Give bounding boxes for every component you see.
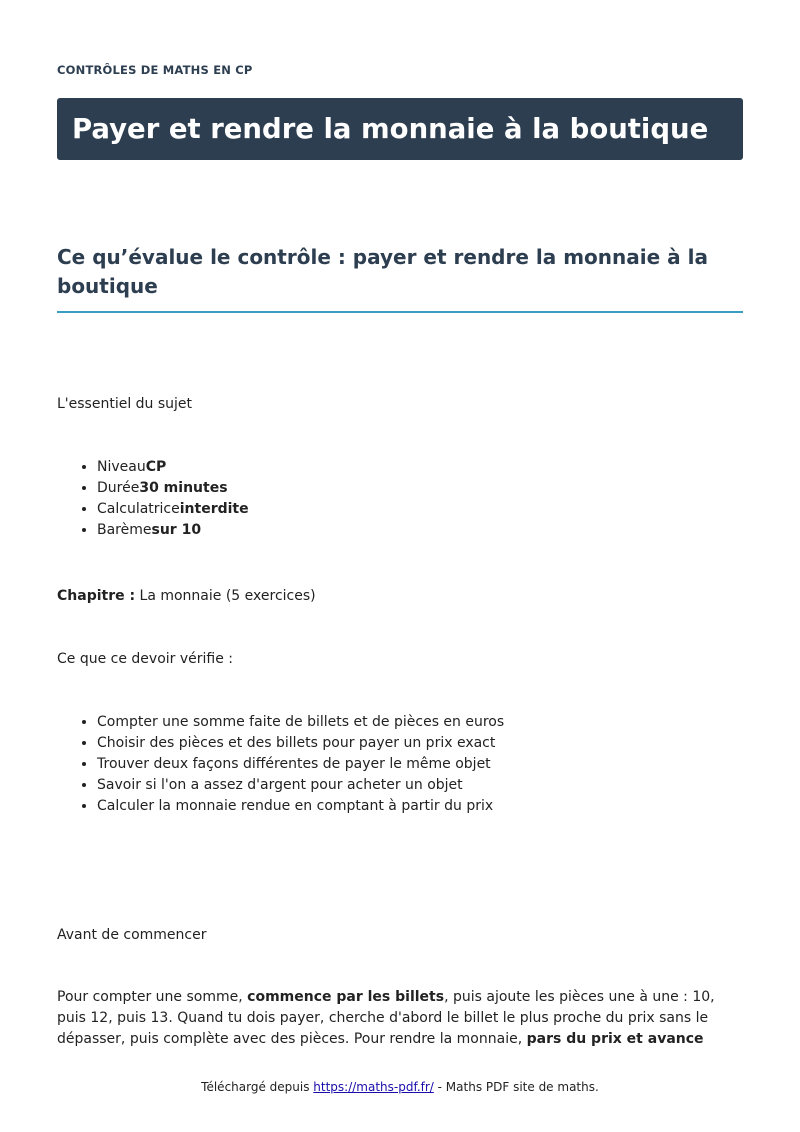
footer-suffix: - Maths PDF site de maths.: [433, 1080, 599, 1094]
essentials-list: [57, 457, 249, 541]
title-banner: [57, 98, 743, 160]
chapter-label: Chapitre :: [57, 588, 136, 604]
before-paragraph: [57, 987, 743, 1050]
section-heading: Ce qu’évalue le contrôle : payer et rendre la monnaie à la boutique: [57, 243, 743, 313]
before-bold-1: commence par les billets: [247, 989, 445, 1005]
before-intro: Avant de commencer: [57, 927, 207, 943]
chapter-value: La monnaie (5 exercices): [135, 588, 316, 604]
item-label: Barème: [97, 522, 152, 538]
before-bold-2: pars du prix et avance: [526, 1031, 704, 1047]
essentials-intro: L'essentiel du sujet: [57, 396, 193, 412]
essentials-item-level: [97, 457, 249, 478]
item-label: Niveau: [97, 459, 146, 475]
checks-item: • Calculer la monnaie rendue en comptant à partir du prix: [97, 796, 504, 817]
chapter-line: [57, 586, 316, 607]
checks-item: • Compter une somme faite de billets et de pièces en euros: [97, 712, 504, 733]
checks-item: • Trouver deux façons différentes de payer le même objet: [97, 754, 504, 775]
before-text-2: , puis ajoute les pièces une à une : 10, puis 12, puis 13. Quand tu dois payer, cherche d'abord le billet le plus proche du prix sans le dépasser, puis complète avec des pièces. Pour rendre la monnaie,: [57, 989, 715, 1047]
page-title: Payer et rendre la monnaie à la boutique: [72, 113, 709, 145]
footer-link[interactable]: https://maths-pdf.fr/: [313, 1080, 434, 1094]
item-label: Calculatrice: [97, 501, 180, 517]
checks-item: • Savoir si l'on a assez d'argent pour acheter un objet: [97, 775, 504, 796]
item-label: Durée: [97, 480, 140, 496]
footer: [0, 1080, 800, 1094]
footer-prefix: Téléchargé depuis: [201, 1080, 314, 1094]
item-value: CP: [145, 459, 167, 475]
checks-intro: Ce que ce devoir vérifie :: [57, 651, 234, 667]
essentials-item-calculator: [97, 499, 249, 520]
essentials-item-duration: [97, 478, 249, 499]
document-kicker: CONTRÔLES DE MATHS EN CP: [57, 63, 253, 77]
item-value: interdite: [179, 501, 249, 517]
before-text-1: Pour compter une somme,: [57, 989, 248, 1005]
item-value: sur 10: [151, 522, 202, 538]
checks-item: • Choisir des pièces et des billets pour payer un prix exact: [97, 733, 504, 754]
essentials-item-grading: [97, 520, 249, 541]
checks-list: [57, 712, 504, 817]
item-value: 30 minutes: [139, 480, 228, 496]
